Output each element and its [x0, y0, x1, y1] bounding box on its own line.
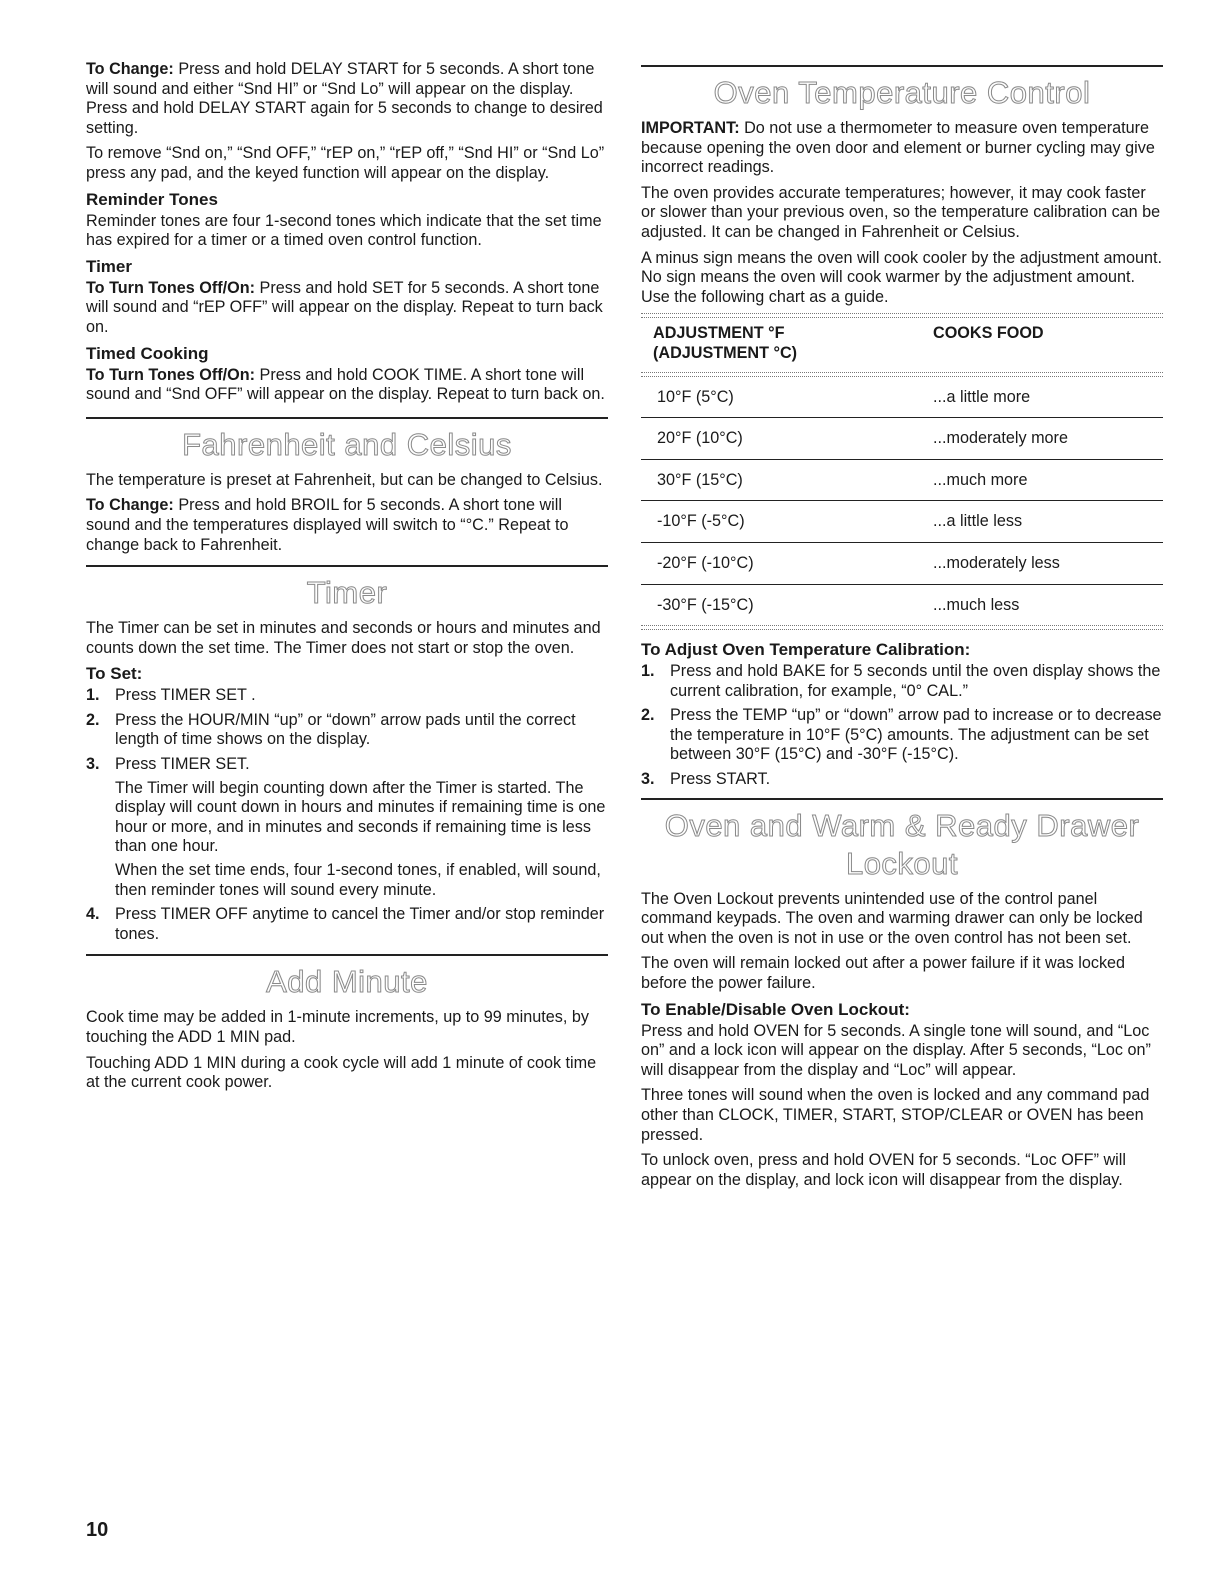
timer-tones-paragraph — [86, 279, 608, 338]
timed-cooking-paragraph — [86, 366, 608, 405]
adjustment-cell: -20°F (-10°C) — [641, 542, 925, 584]
table-row — [641, 377, 1163, 418]
timer-tones-lead: To Turn Tones Off/On: — [86, 278, 256, 297]
otc-paragraph: A minus sign means the oven will cook cooler by the adjustment amount. No sign means the oven will cook warmer by the adjustment amount. Use the following chart as a guide. — [641, 248, 1162, 306]
to-change-paragraph — [86, 60, 608, 138]
enable-lockout-paragraph: Three tones will sound when the oven is locked and any command pad other than CLOCK, TIMER, START, STOP/CLEAR or OVEN has been pressed. — [641, 1086, 1150, 1144]
adjust-calibration-heading: To Adjust Oven Temperature Calibration: — [641, 640, 971, 660]
step-detail: The Timer will begin counting down after the Timer is started. The display will count down in hours and minutes if remaining time is one hour or more, and in minutes and seconds if remaining time is less than one hour. — [115, 778, 606, 856]
section-divider — [86, 565, 608, 567]
timer-tones-text: Press and hold SET for 5 seconds. A short tone will sound and “rEP OFF” will appear on the display. Repeat to turn back on. — [86, 278, 603, 336]
add-minute-title: Add Minute — [266, 964, 428, 1000]
lockout-paragraph: The oven will remain locked out after a power failure if it was locked before the power failure. — [641, 954, 1126, 993]
calibration-step — [641, 662, 1163, 701]
adjustment-c-label: (ADJUSTMENT °C) — [653, 343, 798, 362]
reminder-tones-heading: Reminder Tones — [86, 189, 218, 209]
cooks-food-cell: ...a little less — [925, 501, 1163, 543]
step-number: 2. — [86, 710, 100, 729]
adjustment-cell: 30°F (15°C) — [641, 459, 925, 501]
to-change-lead: To Change: — [86, 60, 174, 78]
step-detail: When the set time ends, four 1-second tones, if enabled, will sound, then reminder tones will sound every minute. — [115, 861, 601, 899]
left-column — [86, 60, 608, 1099]
timer-subheading: Timer — [86, 256, 132, 276]
cooks-food-cell: ...moderately more — [925, 418, 1163, 460]
cooks-food-header: COOKS FOOD — [933, 324, 1044, 343]
step-number: 4. — [86, 905, 100, 924]
fahrenheit-celsius-title: Fahrenheit and Celsius — [182, 426, 512, 462]
important-paragraph — [641, 119, 1163, 178]
step-text: Press the HOUR/MIN “up” or “down” arrow pads until the correct length of time shows on the display. — [115, 710, 576, 749]
lockout-paragraph: The Oven Lockout prevents unintended use of the control panel command keypads. The oven and warming drawer can only be locked out when the oven is not in use or the oven control has not been set. — [641, 889, 1143, 947]
timer-step — [86, 755, 608, 900]
step-number: 1. — [641, 662, 655, 681]
table-row — [641, 501, 1163, 543]
adjustment-cell: -10°F (-5°C) — [641, 501, 925, 543]
lockout-title-line1: Oven and Warm & Ready Drawer — [664, 807, 1140, 843]
adjustment-f-label: ADJUSTMENT °F — [653, 324, 785, 343]
important-lead: IMPORTANT: — [641, 119, 740, 137]
table-bottom-rule — [641, 625, 1163, 630]
right-column — [641, 60, 1163, 1196]
timer-step — [86, 905, 608, 944]
to-set-heading: To Set: — [86, 664, 143, 684]
step-text: Press TIMER OFF anytime to cancel the Timer and/or stop reminder tones. — [115, 905, 605, 943]
calibration-step — [641, 770, 1163, 790]
enable-lockout-heading: To Enable/Disable Oven Lockout: — [641, 999, 910, 1019]
important-text: Do not use a thermometer to measure oven temperature because opening the oven door and element or burner cycling may give incorrect readings. — [641, 119, 1155, 177]
step-text: Press TIMER SET . — [115, 686, 256, 705]
adjustment-cell: -30°F (-15°C) — [657, 595, 754, 614]
table-row — [641, 459, 1163, 501]
cooks-food-cell: ...much more — [925, 459, 1163, 501]
table-row — [641, 542, 1163, 584]
timer-steps — [86, 686, 608, 944]
step-number: 3. — [86, 755, 100, 774]
enable-lockout-paragraph: To unlock oven, press and hold OVEN for 5 seconds. “Loc OFF” will appear on the display, and lock icon will disappear from the display. — [641, 1151, 1126, 1189]
to-remove-paragraph: To remove “Snd on,” “Snd OFF,” “rEP on,” “rEP off,” “Snd HI” or “Snd Lo” press any pad, and the keyed function will appear on the display. — [86, 144, 605, 182]
reminder-tones-text: Reminder tones are four 1-second tones which indicate that the set time has expired for a timer or a timed oven control function. — [86, 211, 602, 250]
table-row — [641, 418, 1163, 460]
fc-change-paragraph — [86, 496, 608, 555]
section-divider — [86, 954, 608, 956]
to-change-text: Press and hold DELAY START for 5 seconds. A short tone will sound and either “Snd HI” or “Snd Lo” will appear on the display. Press and hold DELAY START again for 5 seconds to change to desired setting. — [86, 60, 603, 137]
cooks-food-cell: ...moderately less — [925, 542, 1163, 584]
cooks-food-cell: ...a little more — [925, 377, 1163, 418]
adjustment-header — [641, 318, 925, 371]
fc-change-text: Press and hold BROIL for 5 seconds. A short tone will sound and the temperatures displayed will switch to “°C.” Repeat to change back to Fahrenheit. — [86, 496, 569, 554]
enable-lockout-paragraph: Press and hold OVEN for 5 seconds. A single tone will sound, and “Loc on” and a lock icon will appear on the display. After 5 seconds, “Loc on” will disappear from the display and “Loc” will appear. — [641, 1021, 1151, 1079]
section-divider — [641, 798, 1163, 800]
add-minute-text: Cook time may be added in 1-minute increments, up to 99 minutes, by touching the ADD 1 MIN pad. — [86, 1008, 589, 1046]
step-number: 2. — [641, 706, 655, 725]
step-text: Press and hold BAKE for 5 seconds until the oven display shows the current calibration, for example, “0° CAL.” — [670, 662, 1161, 700]
page-number: 10 — [86, 1519, 109, 1541]
calibration-steps — [641, 662, 1163, 790]
otc-paragraph: The oven provides accurate temperatures; however, it may cook faster or slower than your previous oven, so the temperature calibration can be adjusted. It can be changed in Fahrenheit or Celsius. — [641, 183, 1161, 241]
add-minute-text: Touching ADD 1 MIN during a cook cycle will add 1 minute of cook time at the current cook power. — [86, 1053, 597, 1092]
step-text: Press START. — [670, 770, 771, 789]
cooks-food-cell: ...much less — [933, 595, 1020, 614]
timed-cooking-lead: To Turn Tones Off/On: — [86, 365, 256, 384]
step-text: Press TIMER SET. — [115, 755, 250, 774]
calibration-step — [641, 706, 1163, 765]
calibration-table — [641, 318, 1163, 371]
timed-cooking-heading: Timed Cooking — [86, 343, 209, 363]
section-divider — [641, 65, 1163, 67]
timer-step — [86, 686, 608, 706]
step-number: 1. — [86, 686, 100, 705]
adjustment-cell: 20°F (10°C) — [641, 418, 925, 460]
table-header-row — [641, 318, 1163, 371]
oven-temperature-control-title: Oven Temperature Control — [713, 75, 1091, 110]
timed-cooking-text: Press and hold COOK TIME. A short tone will sound and “Snd OFF” will appear on the display. Repeat to turn back on. — [86, 365, 605, 404]
lockout-title-line2: Lockout — [845, 845, 959, 881]
timer-title: Timer — [306, 575, 388, 611]
fc-intro: The temperature is preset at Fahrenheit, but can be changed to Celsius. — [86, 470, 603, 489]
fc-change-lead: To Change: — [86, 496, 174, 515]
table-row — [641, 584, 1163, 625]
calibration-table-body — [641, 377, 1163, 626]
step-number: 3. — [641, 770, 655, 789]
section-divider — [86, 417, 608, 419]
timer-intro: The Timer can be set in minutes and seconds or hours and minutes and counts down the set time. The Timer does not start or stop the oven. — [86, 619, 601, 657]
timer-step — [86, 711, 608, 750]
adjustment-cell: 10°F (5°C) — [641, 377, 925, 418]
step-text: Press the TEMP “up” or “down” arrow pad to increase or to decrease the temperature in 10°F (5°C) amounts. The adjustment can be set between 30°F (15°C) and -30°F (-15°C). — [670, 706, 1162, 764]
